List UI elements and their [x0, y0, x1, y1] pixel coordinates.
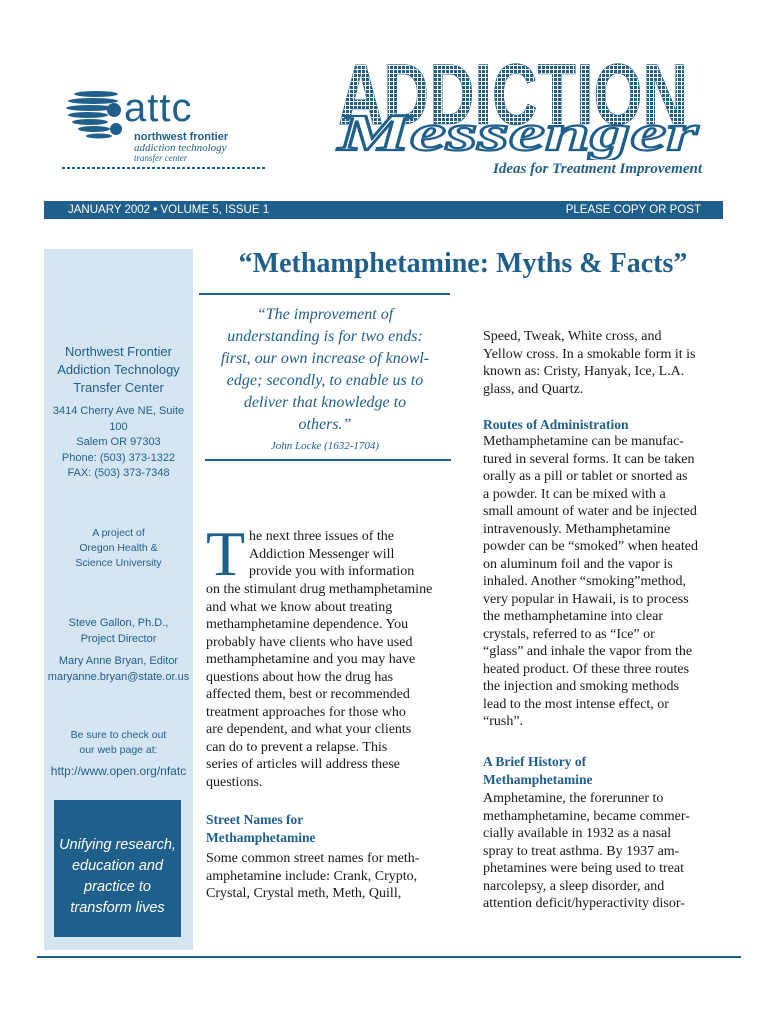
body-line: methamphetamine, became commer- [483, 808, 690, 824]
copy-notice: PLEASE COPY OR POST [565, 204, 701, 216]
body-line: provide you with information [249, 564, 415, 579]
body-line: are dependent, and what your clients [206, 722, 412, 737]
body-line: attention deficit/hyperactivity disor- [483, 896, 685, 911]
body-line: “rush”. [483, 714, 524, 729]
sidebar-web-line: Be sure to check out [70, 729, 167, 741]
sidebar-phone: Phone: (503) 373-1322 [61, 451, 176, 464]
body-line: tured in several forms. It can be taken [483, 451, 695, 467]
masthead-title-top: ADDICTION [338, 50, 688, 143]
sidebar-address [44, 404, 193, 482]
heading-line: Methamphetamine [483, 771, 593, 787]
street-names-continued [483, 328, 723, 398]
logo-underline [62, 167, 267, 169]
logo-line-2: addiction technology [134, 142, 227, 154]
routes-text [483, 433, 723, 731]
bottom-rule [37, 956, 741, 958]
website-link[interactable]: http://www.open.org/nfatc [50, 764, 187, 778]
body-line: cially available in 1932 as a nasal [483, 826, 672, 841]
motto-box [54, 800, 181, 937]
body-line: very popular in Hawaii, is to process [483, 591, 689, 607]
sidebar-fax: FAX: (503) 373-7348 [67, 467, 170, 479]
quote-line: first, our own increase of knowl- [220, 350, 430, 367]
intro-paragraph [206, 581, 450, 791]
masthead [318, 50, 708, 160]
sidebar-org [44, 343, 193, 397]
masthead-title-script: Messenger [336, 105, 700, 160]
body-line: Yellow cross. In a smokable form it is [483, 346, 696, 362]
street-names-text [206, 850, 450, 903]
body-line: a powder. It can be mixed with a [483, 486, 666, 502]
body-line: lead to the most intense effect, or [483, 696, 669, 712]
quote-attribution: John Locke (1632-1704) [270, 440, 380, 452]
street-names-heading [206, 811, 450, 846]
motto-line: education and [71, 858, 164, 874]
body-line: spray to treat asthma. By 1937 am- [483, 843, 680, 859]
body-line: Speed, Tweak, White cross, and [483, 329, 662, 344]
body-line: questions about how the drug has [206, 669, 394, 685]
body-line: he next three issues of the [249, 529, 395, 544]
body-line: probably have clients who have used [206, 634, 413, 650]
article-headline: “Methamphetamine: Myths & Facts” [238, 248, 688, 279]
body-line: can do to prevent a relapse. This [206, 739, 388, 755]
swirl-logo-icon [66, 84, 124, 146]
sidebar-web-prompt [44, 728, 193, 758]
sidebar-org-line: Addiction Technology [57, 362, 180, 377]
routes-heading: Routes of Administration [483, 417, 629, 432]
sidebar-project-line: A project of [92, 527, 145, 539]
sidebar-project [44, 526, 193, 571]
sidebar-project-line: Science University [75, 557, 162, 569]
body-line: and what we know about treating [206, 599, 393, 615]
body-line: Some common street names for meth- [206, 851, 420, 866]
body-line: Crystal, Crystal meth, Meth, Quill, [206, 886, 402, 901]
body-line: Addiction Messenger will [249, 546, 395, 562]
body-line: treatment approaches for those who [206, 704, 406, 720]
body-line: phetamines were being used to treat [483, 861, 684, 876]
masthead-wordmark [318, 50, 708, 160]
body-line: on aluminum foil and the vapor is [483, 556, 673, 572]
editor-email-link[interactable]: maryanne.bryan@state.or.us [47, 671, 190, 683]
issue-info: JANUARY 2002 • VOLUME 5, ISSUE 1 [68, 204, 270, 216]
sidebar-staff-line: Mary Anne Bryan, Editor [58, 655, 179, 667]
body-line: the methamphetamine into clear [483, 609, 663, 624]
body-line: “glass” and inhale the vapor from the [483, 644, 693, 659]
attc-logo [62, 84, 262, 174]
quote-line: “The improvement of [256, 306, 394, 323]
sidebar [44, 249, 193, 950]
history-text [483, 790, 723, 913]
body-line: narcolepsy, a sleep disorder, and [483, 878, 665, 894]
motto-line: transform lives [70, 900, 165, 916]
logo-line-3: transfer center [134, 153, 188, 163]
pull-quote [200, 304, 450, 436]
body-line: amphetamine include: Crank, Crypto, [206, 868, 418, 884]
logo-brand: attc [124, 86, 193, 130]
sidebar-address-line: 3414 Cherry Ave NE, Suite 100 [52, 405, 185, 433]
motto-line: practice to [84, 879, 151, 895]
body-line: crystals, referred to as “Ice” or [483, 626, 655, 642]
quote-line: deliver that knowledge to [243, 394, 407, 411]
sidebar-web-line: our web page at: [79, 744, 158, 756]
logo-line-1: northwest frontier [134, 131, 229, 143]
masthead-tagline: Ideas for Treatment Improvement [492, 161, 702, 177]
sidebar-staff-line: Steve Gallon, Ph.D., [68, 617, 169, 629]
body-line: known as: Cristy, Hanyak, Ice, L.A. [483, 364, 685, 379]
body-line: intravenously. Methamphetamine [483, 521, 671, 537]
sidebar-org-line: Transfer Center [73, 380, 164, 395]
body-line: questions. [206, 774, 263, 790]
body-line: the injection and smoking methods [483, 679, 679, 694]
quote-rule-top [199, 293, 450, 295]
heading-line: Street Names for [206, 812, 304, 827]
history-heading [483, 753, 723, 788]
body-line: Methamphetamine can be manufac- [483, 434, 684, 449]
sidebar-staff [44, 615, 193, 685]
sidebar-staff-line: Project Director [80, 633, 157, 645]
sidebar-org-line: Northwest Frontier [65, 344, 172, 359]
heading-line: A Brief History of [483, 754, 587, 769]
body-line: inhaled. Another “smoking”method, [483, 574, 686, 589]
issue-bar [44, 201, 723, 219]
intro-paragraph-start [249, 528, 449, 581]
body-line: orally as a pill or tablet or snorted as [483, 469, 688, 484]
body-line: on the stimulant drug methamphetamine [206, 582, 433, 597]
motto-text [54, 835, 181, 919]
sidebar-project-line: Oregon Health & [79, 542, 158, 554]
body-line: heated product. Of these three routes [483, 661, 690, 677]
drop-cap: T [206, 518, 246, 589]
body-line: series of articles will address these [206, 757, 400, 772]
body-line: Amphetamine, the forerunner to [483, 791, 664, 806]
body-line: small amount of water and be injected [483, 504, 697, 519]
motto-line: Unifying research, [59, 837, 176, 853]
body-line: affected them, best or recommended [206, 687, 410, 702]
quote-line: others.” [298, 416, 352, 433]
body-line: methamphetamine and you may have [206, 652, 416, 667]
quote-line: edge; secondly, to enable us to [226, 372, 424, 389]
body-line: powder can be “smoked” when heated [483, 539, 698, 554]
quote-rule-bottom [205, 459, 451, 461]
sidebar-address-line: Salem OR 97303 [76, 436, 161, 448]
heading-line: Methamphetamine [206, 829, 316, 845]
quote-line: understanding is for two ends: [227, 328, 423, 345]
body-line: methamphetamine dependence. You [206, 617, 409, 632]
body-line: glass, and Quartz. [483, 381, 584, 397]
